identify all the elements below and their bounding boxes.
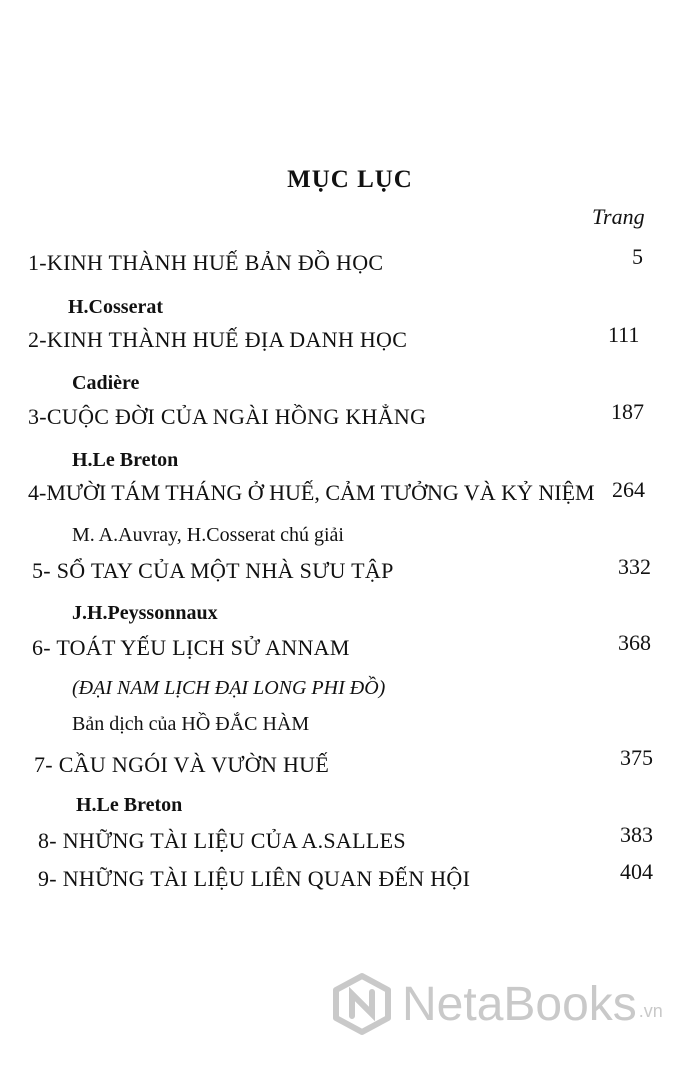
toc-entry-3-page: 187: [611, 399, 644, 424]
toc-entry-7-page: 375: [620, 745, 653, 770]
toc-entry-4-page: 264: [612, 477, 645, 502]
toc-entry-2-author: Cadière: [72, 372, 140, 394]
toc-entry-7-title[interactable]: 7- CẦU NGÓI VÀ VƯỜN HUẾ: [34, 752, 330, 777]
toc-entry-8-title[interactable]: 8- NHỮNG TÀI LIỆU CỦA A.SALLES: [38, 828, 406, 853]
page-column-header: Trang: [592, 204, 645, 229]
watermark-suffix: .vn: [638, 1000, 663, 1021]
toc-entry-5-page: 332: [618, 554, 651, 579]
toc-entry-4-author: M. A.Auvray, H.Cosserat chú giải: [72, 524, 344, 546]
toc-entry-7-author: H.Le Breton: [76, 794, 183, 816]
netabooks-logo-icon: [330, 972, 394, 1036]
toc-entry-6-page: 368: [618, 630, 651, 655]
toc-entry-2-page: 111: [608, 322, 640, 347]
toc-entry-6-title[interactable]: 6- TOÁT YẾU LỊCH SỬ ANNAM: [32, 635, 350, 660]
toc-entry-1-page: 5: [632, 244, 643, 269]
toc-entry-6-translator: Bản dịch của HỒ ĐẮC HÀM: [72, 713, 310, 735]
toc-entry-2-title[interactable]: 2-KINH THÀNH HUẾ ĐỊA DANH HỌC: [28, 327, 408, 352]
page-title: MỤC LỤC: [287, 166, 413, 193]
toc-entry-3-author: H.Le Breton: [72, 449, 179, 471]
netabooks-watermark: [330, 972, 663, 1036]
toc-entry-4-title[interactable]: 4-MƯỜI TÁM THÁNG Ở HUẾ, CẢM TƯỞNG VÀ KỶ NIỆM: [28, 480, 595, 505]
toc-entry-5-title[interactable]: 5- SỔ TAY CỦA MỘT NHÀ SƯU TẬP: [32, 558, 394, 583]
toc-entry-6-subtitle: (ĐẠI NAM LỊCH ĐẠI LONG PHI ĐỒ): [72, 677, 386, 699]
toc-entry-1-title[interactable]: 1-KINH THÀNH HUẾ BẢN ĐỒ HỌC: [28, 250, 384, 275]
watermark-brand: NetaBooks: [402, 977, 637, 1031]
toc-entry-1-author: H.Cosserat: [68, 296, 163, 318]
toc-entry-3-title[interactable]: 3-CUỘC ĐỜI CỦA NGÀI HỒNG KHẲNG: [28, 404, 427, 429]
toc-entry-9-title[interactable]: 9- NHỮNG TÀI LIỆU LIÊN QUAN ĐẾN HỘI: [38, 866, 471, 891]
toc-entry-9-page: 404: [620, 859, 653, 884]
toc-entry-8-page: 383: [620, 822, 653, 847]
toc-entry-5-author: J.H.Peyssonnaux: [72, 602, 218, 624]
